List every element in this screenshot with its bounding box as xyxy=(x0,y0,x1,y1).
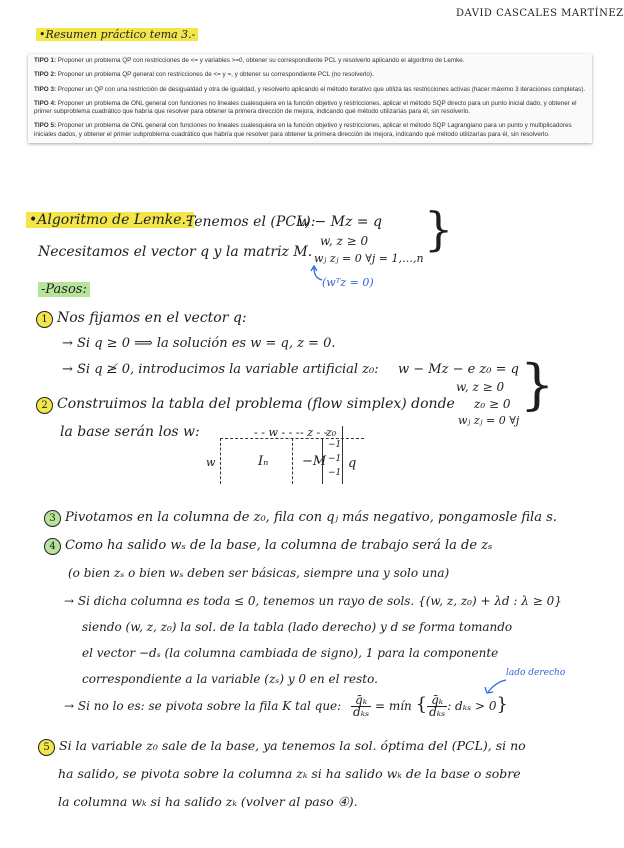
step-4-number: 4 xyxy=(44,538,61,555)
step-1-number: 1 xyxy=(36,311,53,328)
step-4a: (o bien zₛ o bien wₛ deben ser básicas, siempre una y solo una) xyxy=(68,566,450,580)
step-1-text: Nos fijamos en el vector q: xyxy=(57,310,247,326)
step-3 xyxy=(44,510,557,527)
table-header-w: - - w - - - xyxy=(254,426,300,439)
table-line-mid xyxy=(292,438,293,484)
step-2-number: 2 xyxy=(36,397,53,414)
exercise-types-panel xyxy=(28,54,592,143)
right-brace-1: } xyxy=(424,202,454,256)
min-num: q̄ₖ xyxy=(427,695,447,707)
aux-eq-1: w − Mz − e z₀ = q xyxy=(398,362,519,377)
aux-eq-4: wⱼ zⱼ = 0 ∀j xyxy=(458,414,520,427)
table-rhs: q xyxy=(348,456,357,471)
summary-title xyxy=(36,28,198,41)
table-minus-m: −M xyxy=(302,454,327,469)
step-2-text: Construimos la tabla del problema (flow simplex) donde xyxy=(57,396,455,412)
step-2b: la base serán los w: xyxy=(60,424,200,440)
tipo-1-text: Proponer un problema QP con restricciones de <= y variables >=0, obtener su correspondiente PCL y resolverlo aplicando el algoritmo de Lemke. xyxy=(57,57,465,64)
step-5-number: 5 xyxy=(38,739,55,756)
table-header-z-text: z xyxy=(307,426,314,439)
table-header-z: - z - - xyxy=(300,426,328,439)
pcl-eq-3: wⱼ zⱼ = 0 ∀j = 1,…,n xyxy=(314,252,424,265)
step-5 xyxy=(38,738,526,756)
tipo-4 xyxy=(34,100,586,117)
table-header-z0: z₀ xyxy=(326,426,337,439)
step-1 xyxy=(36,310,247,328)
step-4-text: Como ha salido wₛ de la base, la columna de trabajo será la de zₛ xyxy=(65,538,493,553)
pasos-label xyxy=(38,282,90,297)
summary-title-text: •Resumen práctico tema 3.- xyxy=(36,28,198,41)
lemke-heading-text: •Algoritmo de Lemke.- xyxy=(26,212,194,228)
author-name: DAVID CASCALES MARTÍNEZ xyxy=(456,8,624,19)
min-den: dₖₛ xyxy=(429,705,446,719)
necesitamos-text: Necesitamos el vector q y la matriz M. xyxy=(38,244,313,260)
table-line-left xyxy=(220,438,221,484)
tipo-3 xyxy=(34,86,586,94)
ratio-num: q̄ₖ xyxy=(351,695,371,707)
step-1b: → Si q ≱ 0, introducimos la variable artificial z₀: xyxy=(62,362,379,377)
tipo-2-text: Proponer un problema QP general con restricciones de <= y =, y obtener su correspondiente PCL (no resolverlo). xyxy=(57,71,374,79)
step-4f: → Si no lo es: se pivota sobre la fila K tal que: $\frac{\text{q̄ₖ}}{\text{dₖₛ}}$ = mín { $\frac{\text{q̄ₖ}}{\text{dₖₛ}}$ : dₖₛ > 0} xyxy=(64,693,508,719)
table-row-w: w xyxy=(206,456,216,469)
table-identity: Iₙ xyxy=(258,454,269,469)
tipo-3-label: TIPO 3: xyxy=(34,85,57,93)
ratio-fraction xyxy=(351,695,371,718)
tipo-5-label: TIPO 5: xyxy=(34,122,57,130)
step-4c: siendo (w, z, z₀) la sol. de la tabla (lado derecho) y d se forma tomando xyxy=(82,620,513,634)
lado-derecho-note: lado derecho xyxy=(506,668,566,678)
tipo-2-label: TIPO 2: xyxy=(34,71,57,79)
pcl-eq-1: w − Mz = q xyxy=(298,214,382,230)
tipo-4-text: Proponer un problema de ONL general con funciones no lineales cualesquiera en la función objetivo y restricciones, aplicar el método SQP directo para un punto inicial dado, y obtener el primer subproblema cuadrático que habría que resolver para obtener la primera dirección de mejora, indicando qué método utilizarías para él, sin resolverlo. xyxy=(34,99,577,116)
table-line-rhs xyxy=(342,426,343,484)
simplex-table xyxy=(206,426,364,486)
tipo-4-label: TIPO 4: xyxy=(34,99,57,107)
pcl-eq-2: w, z ≥ 0 xyxy=(320,234,369,248)
right-brace-2: } xyxy=(520,353,555,416)
aux-eq-2: w, z ≥ 0 xyxy=(456,380,505,394)
step-5-text: Si la variable z₀ sale de la base, ya tenemos la sol. óptima del (PCL), si no xyxy=(59,738,526,753)
step-4e: correspondiente a la variable (zₛ) y 0 en el resto. xyxy=(82,672,378,686)
tipo-3-text: Proponer un QP con una restricción de desigualdad y otra de igualdad, y resolverlo aplicando el método iterativo que utiliza las restricciones activas (hacer máximo 3 iteraciones completas). xyxy=(57,85,586,93)
ratio-den: dₖₛ xyxy=(353,705,370,719)
pasos-text: -Pasos: xyxy=(38,282,90,297)
tipo-5 xyxy=(34,122,586,139)
orthogonality-note: (wᵀz = 0) xyxy=(322,276,374,289)
step-2 xyxy=(36,396,455,414)
blue-arrow-icon xyxy=(310,264,326,284)
step-1a: → Si q ≥ 0 ⟹ la solución es w = q, z = 0. xyxy=(62,336,336,351)
step-4f-text: → Si no lo es: se pivota sobre la fila K tal que: xyxy=(64,699,342,713)
table-col-3: −1 xyxy=(328,468,342,478)
step-5a: ha salido, se pivota sobre la columna zₖ si ha salido wₖ de la base o sobre xyxy=(58,766,521,781)
min-label: = mín xyxy=(374,699,412,713)
min-condition: : dₖₛ > 0 xyxy=(447,699,497,713)
aux-eq-3: z₀ ≥ 0 xyxy=(474,397,511,411)
min-fraction xyxy=(427,695,447,718)
step-4b: → Si dicha columna es toda ≤ 0, tenemos un rayo de sols. {(w, z, z₀) + λd : λ ≥ 0} xyxy=(64,594,562,608)
tipo-2 xyxy=(34,71,586,79)
lemke-heading xyxy=(26,212,194,228)
tenemos-text: Tenemos el (PCL): xyxy=(186,214,316,230)
step-4d: el vector −dₛ (la columna cambiada de signo), 1 para la componente xyxy=(82,646,499,660)
tipo-1-label: TIPO 1: xyxy=(34,57,57,64)
table-col-1: −1 xyxy=(328,440,342,450)
step-5b: la columna wₖ si ha salido zₖ (volver al paso ④). xyxy=(58,794,358,809)
step-4 xyxy=(44,538,492,555)
step-3-number: 3 xyxy=(44,510,61,527)
step-3-text: Pivotamos en la columna de z₀, fila con qⱼ más negativo, pongamosle fila s. xyxy=(65,510,557,525)
table-header-w-text: w xyxy=(268,426,278,439)
table-line-mid2 xyxy=(322,438,323,484)
table-col-2: −1 xyxy=(328,454,342,464)
tipo-1 xyxy=(34,57,586,65)
tipo-5-text: Proponer un problema de ONL general con funciones no lineales cualesquiera en la función objetivo y restricciones, aplicar el método SQP Lagrangiano para un punto y multiplicadores iniciales dados, y obtener el primer subproblema cuadrático que habría que resolver para obtener la primera dirección de mejora, indicando qué método utilizarías para él, sin resolverlo. xyxy=(34,122,572,138)
